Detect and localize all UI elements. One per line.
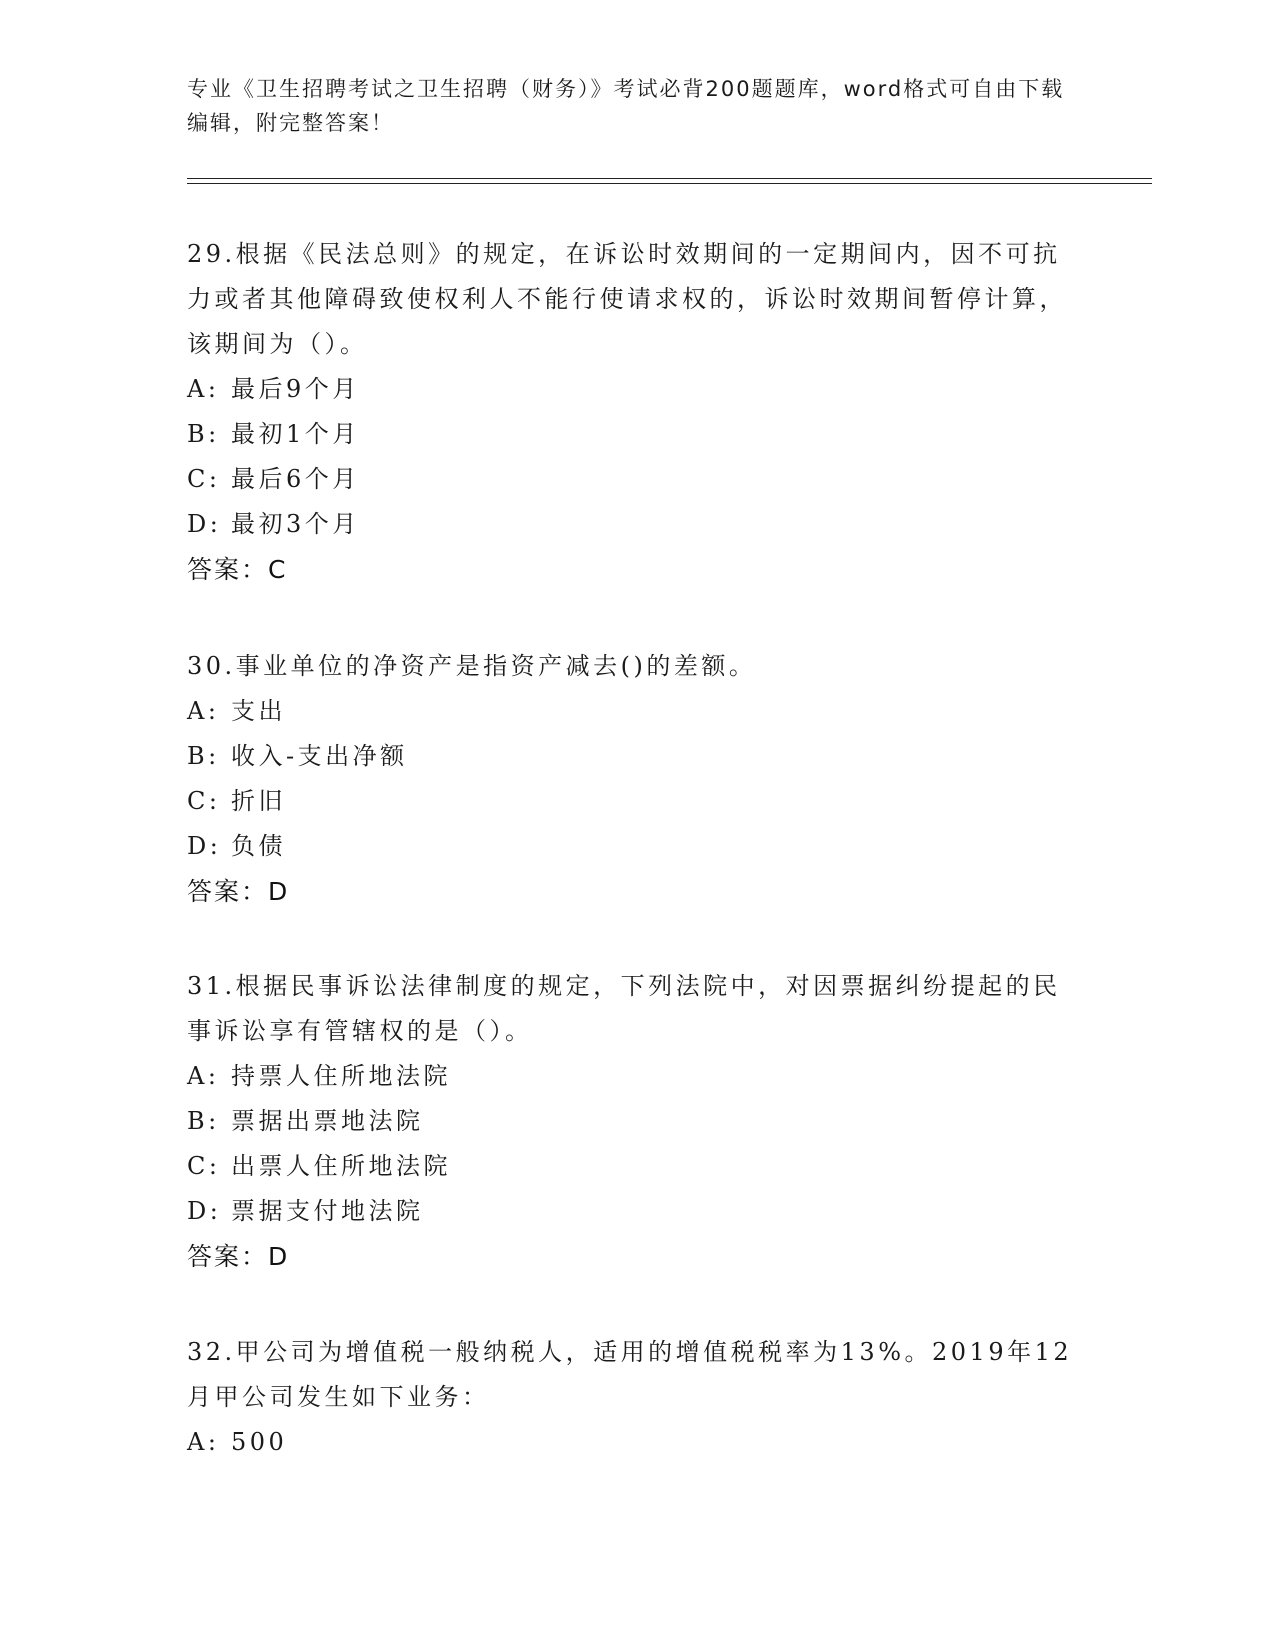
header-divider-top: [187, 178, 1152, 179]
question-stem: 29.根据《民法总则》的规定，在诉讼时效期间的一定期间内，因不可抗力或者其他障碍致使权利人不能行使请求权的，诉讼时效期间暂停计算，该期间为（）。: [187, 240, 1067, 358]
option-text: 收入-支出净额: [231, 742, 408, 770]
option-d: [187, 824, 1087, 869]
option-letter: D:: [187, 510, 222, 538]
answer-line: 答案：D: [187, 1242, 290, 1271]
option-letter: B:: [187, 742, 220, 770]
option-letter: C:: [187, 465, 221, 493]
question-stem: 32.甲公司为增值税一般纳税人，适用的增值税税率为13%。2019年12月甲公司发生如下业务：: [187, 1338, 1073, 1411]
header-divider-bottom: [187, 183, 1152, 184]
option-letter: B:: [187, 1107, 220, 1135]
option-text: 出票人住所地法院: [231, 1152, 451, 1180]
option-text: 票据支付地法院: [231, 1197, 424, 1225]
answer-line: 答案：C: [187, 555, 288, 584]
option-c: [187, 779, 1087, 824]
option-text: 票据出票地法院: [231, 1107, 424, 1135]
option-letter: B:: [187, 420, 220, 448]
question-30: [187, 644, 1087, 914]
option-d: [187, 502, 1087, 547]
option-c: [187, 1144, 1087, 1189]
option-a: [187, 689, 1087, 734]
option-text: 最初1个月: [231, 420, 360, 448]
option-text: 最初3个月: [231, 510, 360, 538]
option-text: 最后6个月: [231, 465, 360, 493]
option-c: [187, 457, 1087, 502]
question-stem: 31.根据民事诉讼法律制度的规定，下列法院中，对因票据纠纷提起的民事诉讼享有管辖权的是（）。: [187, 972, 1061, 1045]
option-a: [187, 1420, 1087, 1465]
option-a: [187, 1054, 1087, 1099]
question-31: [187, 964, 1087, 1279]
question-32: [187, 1330, 1087, 1465]
option-d: [187, 1189, 1087, 1234]
option-letter: A:: [187, 697, 220, 725]
answer-line: 答案：D: [187, 877, 290, 906]
option-text: 持票人住所地法院: [231, 1062, 451, 1090]
option-letter: A:: [187, 1428, 220, 1456]
option-letter: D:: [187, 1197, 222, 1225]
option-letter: C:: [187, 1152, 221, 1180]
option-text: 最后9个月: [231, 375, 360, 403]
option-text: 负债: [231, 832, 286, 860]
option-text: 支出: [231, 697, 286, 725]
option-letter: A:: [187, 1062, 220, 1090]
option-text: 500: [231, 1428, 288, 1456]
option-text: 折旧: [231, 787, 286, 815]
option-letter: A:: [187, 375, 220, 403]
option-letter: D:: [187, 832, 222, 860]
option-b: [187, 1099, 1087, 1144]
document-header: 专业《卫生招聘考试之卫生招聘（财务）》考试必背200题题库，word格式可自由下载编辑，附完整答案！: [187, 77, 1065, 135]
question-stem: 30.事业单位的净资产是指资产减去()的差额。: [187, 652, 757, 680]
option-b: [187, 412, 1087, 457]
question-29: [187, 232, 1087, 592]
option-a: [187, 367, 1087, 412]
option-b: [187, 734, 1087, 779]
option-letter: C:: [187, 787, 221, 815]
